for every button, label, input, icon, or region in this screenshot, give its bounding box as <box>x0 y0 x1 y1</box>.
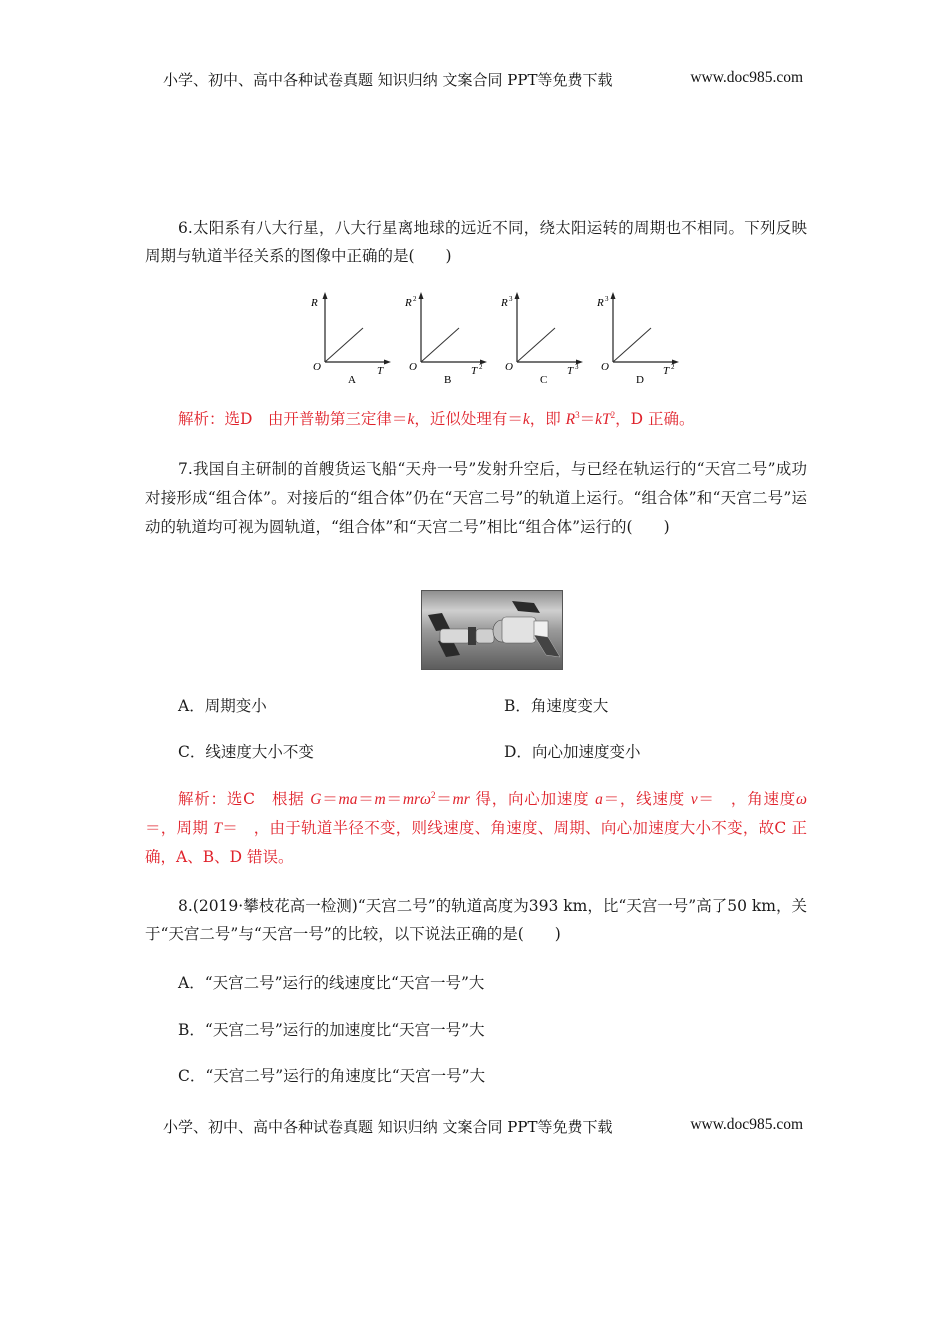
graph-label: A <box>348 374 356 385</box>
spacecraft-image-icon <box>422 591 562 669</box>
footer-url: www.doc985.com <box>690 1116 803 1133</box>
question-7-analysis <box>145 785 807 872</box>
var-a: a <box>595 791 603 808</box>
equals: ＝ <box>385 790 403 808</box>
question-8-stem: 8.(2019·攀枝花高一检测)“天宫二号”的轨道高度为393 km，比“天宫一号”高了50 km，关于“天宫二号”与“天宫一号”的比较，以下说法正确的是( ) <box>145 897 807 943</box>
var-ma: ma <box>338 791 358 808</box>
analysis-text: ＝ ，角速度 <box>697 790 797 808</box>
y-axis-label: R <box>311 297 318 309</box>
y-axis-label: R <box>501 297 508 309</box>
option-text: “天宫二号”运行的线速度比“天宫一号”大 <box>204 974 485 992</box>
q8-option-c <box>178 1062 485 1090</box>
equals: ＝ <box>435 790 453 808</box>
var-G: G <box>310 791 322 808</box>
var-R: R <box>565 411 576 428</box>
question-6-stem: 6.太阳系有八大行星，八大行星离地球的远近不同，绕太阳运转的周期也不相同。下列反映周期与轨道半径关系的图像中正确的是( ) <box>145 219 807 265</box>
option-text: 向心加速度变小 <box>531 743 641 761</box>
option-text: 角速度变大 <box>530 697 609 715</box>
y-axis-label: R <box>597 297 604 309</box>
x-axis-label: T <box>471 365 478 377</box>
spacecraft-docking-photo <box>421 590 563 670</box>
option-letter: A． <box>178 697 205 715</box>
graph-c <box>497 290 587 385</box>
q8-option-a <box>178 969 484 997</box>
analysis-text: ＝ ，由于轨道半径不变，则线速度、角速度、周期、向心加速度大小不变， <box>221 819 759 837</box>
var-kT: kT <box>595 411 611 428</box>
equals: ＝ <box>321 790 339 808</box>
q6-graph-options <box>305 290 685 390</box>
q7-option-b <box>504 692 608 720</box>
option-letter: D． <box>504 743 532 761</box>
exponent: 2 <box>430 789 436 800</box>
analysis-text: 得，向心加速度 <box>469 790 596 808</box>
header-url: www.doc985.com <box>690 69 803 86</box>
graph-a <box>305 290 395 385</box>
var-omega: ω <box>796 791 807 808</box>
y-axis-exponent: 2 <box>413 295 417 303</box>
option-text: “天宫二号”运行的加速度比“天宫一号”大 <box>204 1021 485 1039</box>
x-axis-exponent: 2 <box>479 363 483 371</box>
analysis-text: 解析：选C 根据 <box>178 790 311 808</box>
x-axis-exponent: 2 <box>671 363 675 371</box>
option-letter: C． <box>178 743 206 761</box>
analysis-text: ，D 正确。 <box>615 410 695 428</box>
analysis-text: ＝，周期 <box>145 819 214 837</box>
var-T: T <box>213 820 222 837</box>
var-m: m <box>374 791 386 808</box>
var-k: k <box>407 411 415 428</box>
equals: ＝ <box>357 790 375 808</box>
var-k: k <box>522 411 530 428</box>
page-header <box>163 69 803 90</box>
analysis-text: 故C 正确，A、B、D 错误。 <box>145 819 807 866</box>
origin-label: O <box>601 361 609 373</box>
analysis-text: ＝，线速度 <box>602 790 691 808</box>
x-axis-exponent: 3 <box>575 363 579 371</box>
analysis-text: ，即 <box>529 410 566 428</box>
y-axis-exponent: 3 <box>605 295 609 303</box>
q8-option-b <box>178 1016 485 1044</box>
graph-label: D <box>636 374 644 385</box>
header-text: 小学、初中、高中各种试卷真题 知识归纳 文案合同 PPT等免费下载 <box>163 71 613 89</box>
option-letter: C． <box>178 1067 206 1085</box>
y-axis-exponent: 3 <box>509 295 513 303</box>
graph-label: C <box>540 374 548 385</box>
option-text: 线速度大小不变 <box>205 743 314 761</box>
var-v: v <box>690 791 698 808</box>
exponent: 2 <box>610 409 616 420</box>
graph-label: B <box>444 374 452 385</box>
equals: ＝ <box>579 410 596 428</box>
x-axis-label: T <box>663 365 670 377</box>
origin-label: O <box>313 361 321 373</box>
option-letter: B． <box>178 1021 205 1039</box>
question-7-stem: 7.我国自主研制的首艘货运飞船“天舟一号”发射升空后，与已经在轨运行的“天宫二号”成功对接形成“组合体”。对接后的“组合体”仍在“天宫二号”的轨道上运行。“组合体”和“天宫二号”运动的轨道均可视为圆轨道，“组合体”和“天宫二号”相比“组合体”运行的( ) <box>145 460 807 536</box>
analysis-text: 解析：选D 由开普勒第三定律＝ <box>178 410 408 428</box>
option-letter: B． <box>504 697 531 715</box>
origin-label: O <box>505 361 513 373</box>
graph-b <box>401 290 491 385</box>
x-axis-label: T <box>377 365 384 377</box>
x-axis-label: T <box>567 365 574 377</box>
q7-option-a <box>178 692 267 720</box>
question-6-analysis <box>145 405 807 434</box>
graph-d <box>593 290 683 385</box>
q7-option-c <box>178 738 314 766</box>
option-letter: A． <box>178 974 205 992</box>
analysis-text: ，近似处理有＝ <box>414 410 523 428</box>
option-text: “天宫二号”运行的角速度比“天宫一号”大 <box>205 1067 486 1085</box>
exponent: 3 <box>575 409 580 420</box>
origin-label: O <box>409 361 417 373</box>
y-axis-label: R <box>405 297 412 309</box>
var-mr: mr <box>452 791 470 808</box>
page-footer <box>163 1116 803 1137</box>
footer-text: 小学、初中、高中各种试卷真题 知识归纳 文案合同 PPT等免费下载 <box>163 1118 613 1136</box>
option-text: 周期变小 <box>204 697 267 715</box>
q7-option-d <box>504 738 640 766</box>
var-mrw: mrω <box>402 791 431 808</box>
